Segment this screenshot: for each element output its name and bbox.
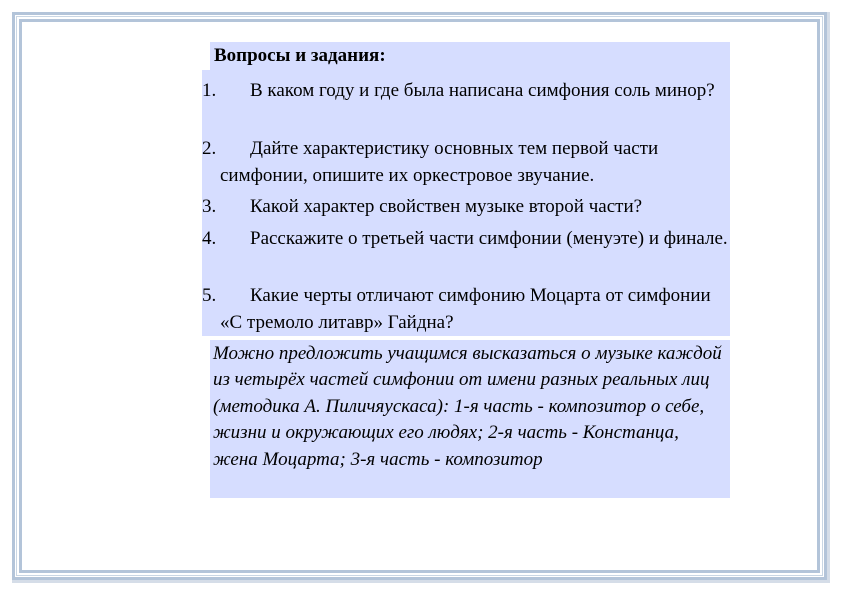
question-item-1 [202,77,730,104]
question-item-2 [202,135,730,189]
question-text: В каком году и где была написана симфония соль минор? [250,80,715,101]
question-item-3 [202,193,730,220]
question-item-5 [202,282,730,336]
question-number: 1. [202,80,217,101]
question-number: 3. [202,196,217,217]
question-number: 2. [202,138,217,159]
question-number: 4. [202,228,217,249]
question-text: Расскажите о третьей части симфонии (менуэте) и финале. [250,228,728,249]
question-number: 5. [202,285,217,306]
question-text: Какой характер свойствен музыке второй части? [250,196,643,217]
question-item-4 [202,225,730,252]
question-text: Дайте характеристику основных тем первой части симфонии, опишите их оркестровое звучание. [220,138,659,186]
question-text: Какие черты отличают симфонию Моцарта от симфонии «С тремоло литавр» Гайдна? [220,285,711,333]
teacher-note: Можно предложить учащимся высказаться о музыке каждой из четырёх частей симфонии от имени разных реальных лиц (методика А. Пиличяускаса): 1-я часть - композитор о себе, жизни и окружающих его людях; 2-я часть - Констанца, жена Моцарта; 3-я часть - композитор [213,343,722,470]
slide-heading: Вопросы и задания: [214,45,386,66]
